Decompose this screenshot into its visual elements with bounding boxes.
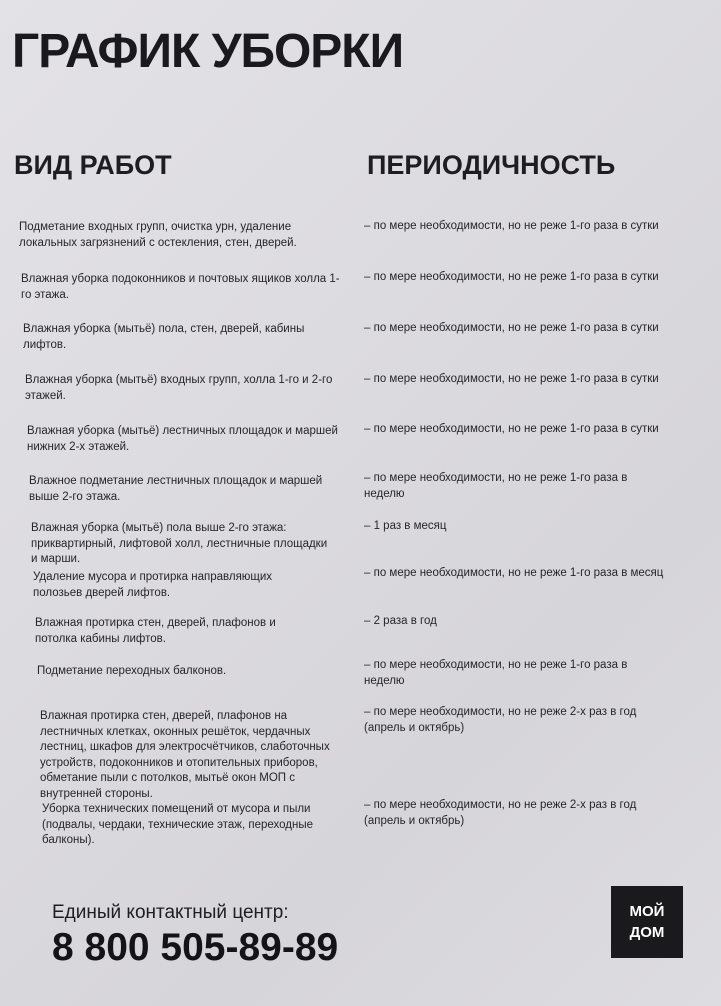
period-cell: – по мере необходимости, но не реже 1-го раза в сутки xyxy=(364,423,659,435)
work-cell: Подметание переходных балконов. xyxy=(37,665,227,677)
work-cell: Влажная протирка стен, дверей, плафонов на лестничных клетках, оконных решёток, чердачных лестниц, шкафов для электросчётчиков, слаботочных устройств, подоконников и отопительных приборов, обметание пыли с потолков, мытьё окон МОП с внутренней стороны. xyxy=(40,710,330,800)
work-cell: Уборка технических помещений от мусора и пыли (подвалы, чердаки, технические этаж, переходные балконы). xyxy=(42,803,313,846)
period-cell: – по мере необходимости, но не реже 2-х раз в год (апрель и октябрь) xyxy=(364,799,637,827)
contact-center-label: Единый контактный центр: xyxy=(52,902,289,923)
period-cell: – по мере необходимости, но не реже 1-го раза в сутки xyxy=(364,271,659,283)
column-header-period: ПЕРИОДИЧНОСТЬ xyxy=(367,150,616,180)
period-cell: – по мере необходимости, но не реже 1-го раза в сутки xyxy=(364,322,659,334)
period-cell: – 2 раза в год xyxy=(364,615,437,627)
period-cell: – по мере необходимости, но не реже 2-х раз в год (апрель и октябрь) xyxy=(364,706,637,734)
period-cell: – по мере необходимости, но не реже 1-го раза в неделю xyxy=(364,472,628,500)
work-cell: Влажная уборка (мытьё) пола выше 2-го этажа: приквартирный, лифтовой холл, лестничные площадки и марши. xyxy=(31,522,328,565)
logo-line-1: МОЙ xyxy=(629,903,665,920)
work-cell: Влажная уборка (мытьё) лестничных площадок и маршей нижних 2-х этажей. xyxy=(27,425,338,453)
work-cell: Влажная уборка (мытьё) входных групп, холла 1-го и 2-го этажей. xyxy=(25,374,333,402)
work-cell: Подметание входных групп, очистка урн, удаление локальных загрязнений с остекления, стен, дверей. xyxy=(19,221,297,249)
work-cell: Влажная протирка стен, дверей, плафонов и потолка кабины лифтов. xyxy=(35,617,276,645)
logo-line-2: ДОМ xyxy=(629,924,665,941)
column-header-work: ВИД РАБОТ xyxy=(14,150,172,180)
contact-phone: 8 800 505-89-89 xyxy=(52,926,339,969)
period-cell: – по мере необходимости, но не реже 1-го раза в месяц xyxy=(364,567,664,579)
period-cell: – по мере необходимости, но не реже 1-го раза в сутки xyxy=(364,373,659,385)
work-cell: Удаление мусора и протирка направляющих полозьев дверей лифтов. xyxy=(33,571,273,599)
period-cell: – по мере необходимости, но не реже 1-го раза в сутки xyxy=(364,220,659,232)
work-cell: Влажное подметание лестничных площадок и маршей выше 2-го этажа. xyxy=(29,475,323,503)
period-cell: – 1 раз в месяц xyxy=(364,520,447,532)
page-title: ГРАФИК УБОРКИ xyxy=(12,25,404,78)
work-cell: Влажная уборка (мытьё) пола, стен, дверей, кабины лифтов. xyxy=(23,323,305,351)
period-cell: – по мере необходимости, но не реже 1-го раза в неделю xyxy=(364,659,628,687)
moy-dom-logo xyxy=(611,886,683,958)
work-cell: Влажная уборка подоконников и почтовых ящиков холла 1-го этажа. xyxy=(21,273,340,301)
